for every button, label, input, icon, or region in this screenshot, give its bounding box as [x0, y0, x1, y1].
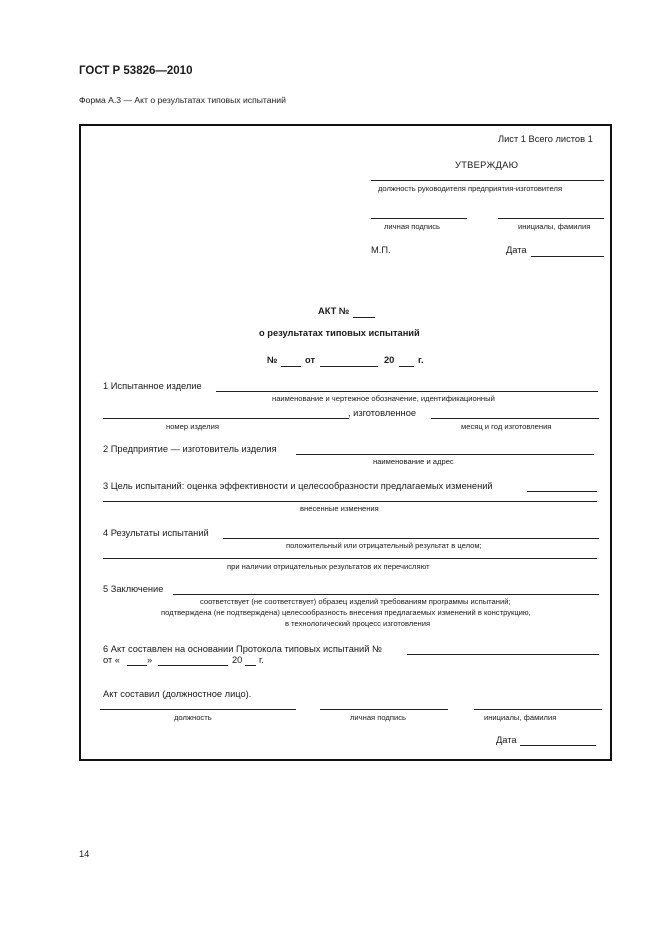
item1-hint: наименование и чертежное обозначение, идентификационный: [272, 394, 495, 403]
signoff-date-line: [520, 745, 596, 746]
item4-line2: [103, 558, 597, 559]
approval-signature-hint: личная подпись: [384, 222, 440, 231]
item3-hint: внесенные изменения: [300, 504, 379, 513]
item2-line: [296, 454, 594, 455]
item1-made-label: , изготовленное: [348, 408, 417, 418]
item5-hint3: в технологический процесс изготовления: [285, 619, 431, 628]
item6-label: 6 Акт составлен на основании Протокола типовых испытаний №: [103, 644, 382, 654]
item3-line: [103, 501, 597, 502]
item1-number-line: [103, 418, 349, 419]
act-subtitle: о результатах типовых испытаний: [259, 328, 420, 338]
signoff-signature-line: [320, 709, 448, 710]
approval-name-line: [498, 218, 604, 219]
act-number-prefix: №: [267, 355, 278, 365]
form-caption: Форма А.3 — Акт о результатах типовых испытаний: [79, 95, 286, 105]
act-number-field: [281, 366, 301, 367]
item4-line: [223, 538, 599, 539]
item1-date-line: [431, 418, 599, 419]
act-year-prefix: 20: [384, 355, 395, 365]
signoff-date-label: Дата: [496, 735, 517, 745]
act-from-label: от: [305, 355, 316, 365]
item3-line-end: [527, 491, 597, 492]
item4-label: 4 Результаты испытаний: [103, 528, 209, 538]
item5-label: 5 Заключение: [103, 584, 164, 594]
approval-signature-line: [371, 218, 467, 219]
act-year-suffix: г.: [418, 355, 424, 365]
item5-hint2: подтверждена (не подтверждена) целесообразность внесения предлагаемых изменений в конструкцию,: [161, 608, 531, 617]
item1-number-hint: номер изделия: [166, 422, 219, 431]
item6-day-line: [127, 665, 147, 666]
signoff-signature-hint: личная подпись: [350, 713, 406, 722]
item1-date-hint: месяц и год изготовления: [461, 422, 552, 431]
item1-label: 1 Испытанное изделие: [103, 381, 202, 391]
item6-month-line: [158, 665, 228, 666]
item3-label: 3 Цель испытаний: оценка эффективности и целесообразности предлагаемых изменений: [103, 481, 493, 491]
item2-hint: наименование и адрес: [373, 457, 454, 466]
signoff-name-line: [474, 709, 602, 710]
approval-date-label: Дата: [506, 245, 527, 255]
item5-hint1: соответствует (не соответствует) образец изделий требованиям программы испытаний;: [200, 597, 511, 606]
item6-year-suffix: г.: [259, 655, 264, 665]
act-number-line: [353, 317, 375, 318]
approval-position-hint: должность руководителя предприятия-изготовителя: [378, 184, 563, 193]
item4-hint2: при наличии отрицательных результатов их перечисляют: [227, 562, 430, 571]
item5-line: [173, 594, 599, 595]
approval-title: УТВЕРЖДАЮ: [455, 160, 519, 170]
item6-protocol-line: [407, 654, 599, 655]
act-year-field: [399, 366, 414, 367]
approval-name-hint: инициалы, фамилия: [518, 222, 591, 231]
document-standard-number: ГОСТ Р 53826—2010: [79, 65, 193, 77]
signoff-position-line: [100, 709, 296, 710]
item6-from-label: от «: [103, 655, 120, 665]
item4-hint1: положительный или отрицательный результат в целом;: [286, 541, 482, 550]
item2-label: 2 Предприятие — изготовитель изделия: [103, 444, 277, 454]
page-number: 14: [79, 849, 90, 859]
approval-date-line: [531, 256, 604, 257]
act-date-field: [320, 366, 378, 367]
approval-position-line: [371, 180, 604, 181]
item1-line: [216, 391, 598, 392]
signoff-position-hint: должность: [174, 713, 212, 722]
item6-quote: »: [147, 655, 153, 665]
approval-stamp: М.П.: [371, 245, 391, 255]
item6-year-line: [245, 665, 256, 666]
signoff-name-hint: инициалы, фамилия: [484, 713, 557, 722]
sheet-info: Лист 1 Всего листов 1: [498, 134, 593, 144]
act-title: АКТ №: [318, 306, 350, 316]
signoff-label: Акт составил (должностное лицо).: [103, 689, 252, 699]
item6-year-prefix: 20: [232, 655, 243, 665]
